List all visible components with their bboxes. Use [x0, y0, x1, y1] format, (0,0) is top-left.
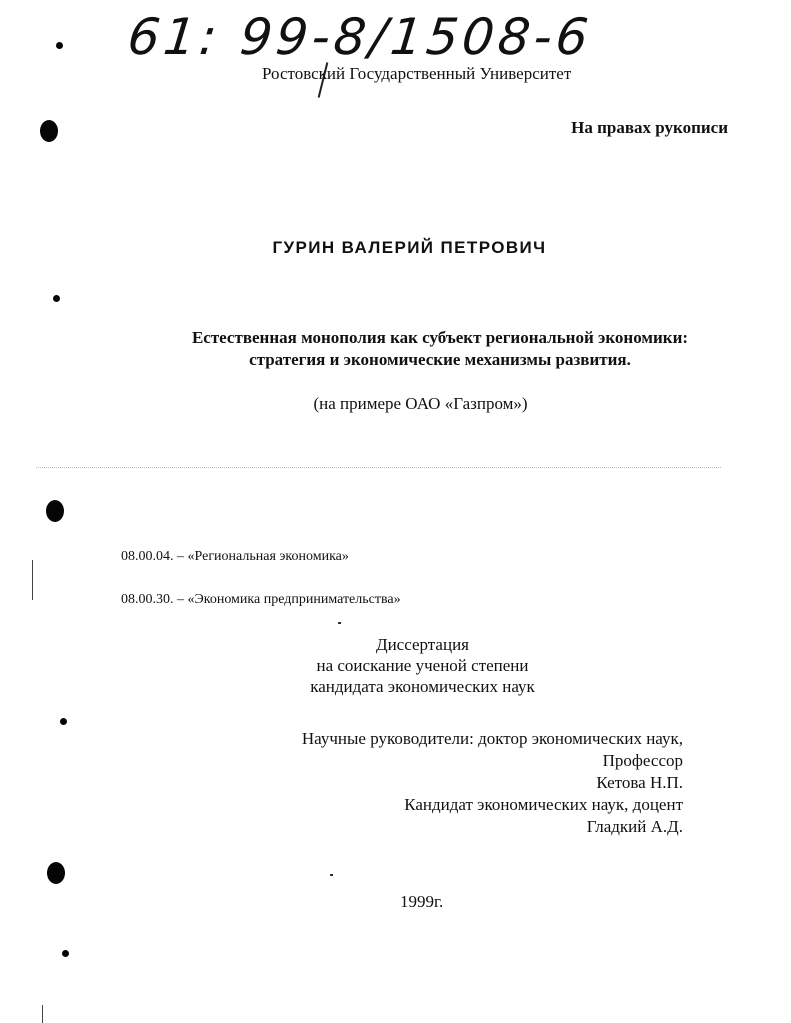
punch-hole-mark — [62, 950, 69, 957]
punch-hole-mark — [53, 295, 60, 302]
supervisor-line: Гладкий А.Д. — [586, 817, 683, 836]
rights-notice: На правах рукописи — [571, 118, 728, 137]
scan-dotted-line — [36, 467, 721, 468]
punch-hole — [47, 862, 65, 884]
scan-edge-line — [42, 1005, 43, 1023]
supervisors-block — [302, 728, 683, 838]
author-name: ГУРИН ВАЛЕРИЙ ПЕТРОВИЧ — [272, 238, 547, 257]
supervisor-line: Кандидат экономических наук, доцент — [404, 795, 683, 814]
university-name: Ростовский Государственный Университет — [262, 64, 572, 83]
punch-hole — [40, 120, 58, 142]
title-line: стратегия и экономические механизмы развития. — [249, 350, 631, 369]
supervisor-line: Научные руководители: доктор экономических наук, — [301, 729, 683, 748]
scan-edge-line — [32, 560, 33, 600]
publication-year: 1999г. — [400, 892, 444, 911]
dissertation-title — [150, 327, 730, 371]
punch-hole-mark — [56, 42, 63, 49]
supervisor-line: Профессор — [602, 751, 683, 770]
degree-line: на соискание ученой степени — [316, 656, 529, 675]
supervisor-line: Кетова Н.П. — [596, 773, 683, 792]
title-line: Естественная монополия как субъект региональной экономики: — [191, 328, 689, 347]
punch-hole — [46, 500, 64, 522]
degree-line: Диссертация — [375, 635, 469, 654]
degree-line: кандидата экономических наук — [310, 677, 535, 696]
specialty-code: 08.00.04. – «Региональная экономика» — [121, 549, 349, 564]
degree-statement — [290, 634, 555, 697]
archive-code: 61: 99-8/1508-6 — [124, 8, 595, 66]
punch-hole-mark — [60, 718, 67, 725]
scan-speck — [338, 622, 341, 624]
dissertation-subtitle: (на примере ОАО «Газпром») — [313, 394, 528, 413]
specialty-code: 08.00.30. – «Экономика предпринимательства» — [121, 592, 401, 607]
scan-speck — [330, 874, 333, 876]
